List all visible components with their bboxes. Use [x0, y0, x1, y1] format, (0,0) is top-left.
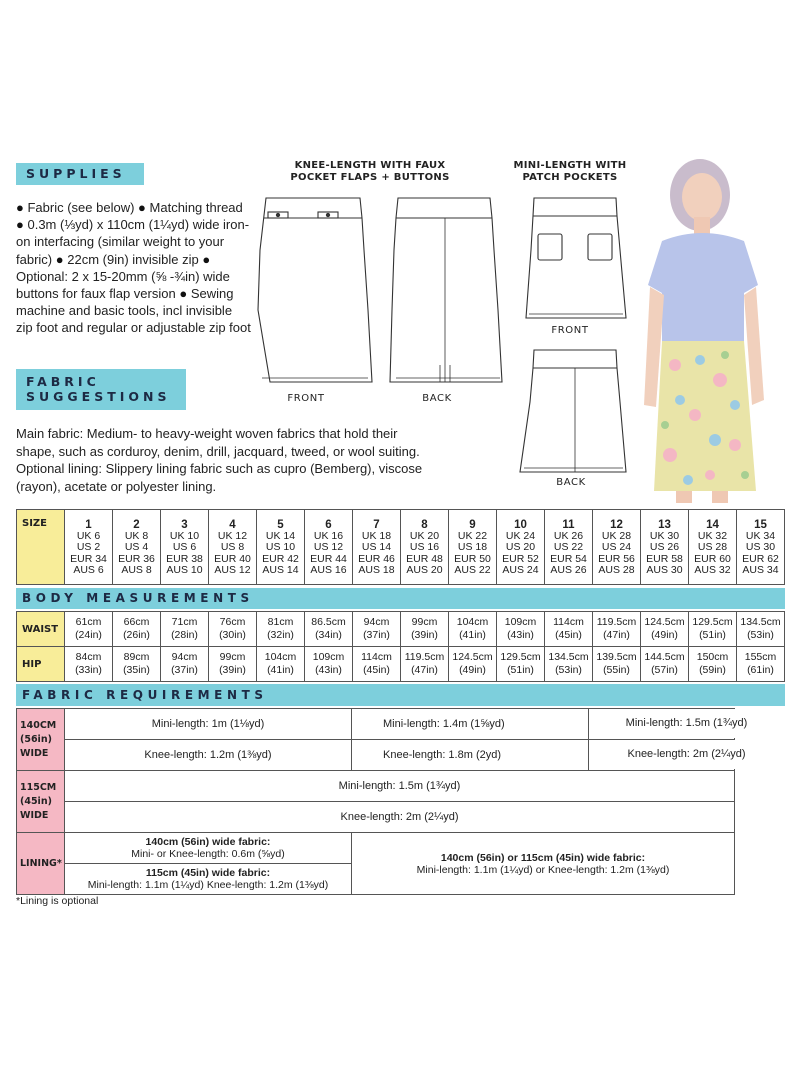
waist-cell: 124.5cm (49in): [641, 612, 689, 647]
size-label: SIZE: [17, 510, 65, 585]
waist-cell: 99cm (39in): [401, 612, 449, 647]
main-fabric-text: Main fabric: Medium- to heavy-weight woven fabrics that hold their shape, such as corduroy, denim, drill, jacquard, tweed, or wool suiting.: [16, 426, 420, 459]
skirt-diagrams: [240, 190, 640, 490]
hip-label: HIP: [17, 647, 65, 682]
size-cell: 15 UK 34 US 30 EUR 62 AUS 34: [737, 510, 785, 585]
hip-cell: 134.5cm (53in): [545, 647, 593, 682]
waist-cell: 114cm (45in): [545, 612, 593, 647]
fabric-requirements-heading: FABRIC REQUIREMENTS: [16, 684, 785, 706]
hip-cell: 129.5cm (51in): [497, 647, 545, 682]
waist-label: WAIST: [17, 612, 65, 647]
supply-item: 22cm (9in) invisible zip: [67, 251, 199, 267]
req-140-knee-s1: Knee-length: 1.2m (1⅜yd): [65, 740, 352, 771]
caption-line: POCKET FLAPS + BUTTONS: [290, 172, 450, 183]
bullet-icon: ●: [16, 200, 24, 215]
mini-front-diagram: [526, 198, 626, 318]
size-cell: 8 UK 20 US 16 EUR 48 AUS 20: [401, 510, 449, 585]
waist-cell: 71cm (28in): [161, 612, 209, 647]
size-cell: 14 UK 32 US 28 EUR 60 AUS 32: [689, 510, 737, 585]
bullet-icon: ●: [138, 200, 146, 215]
size-cell: 3 UK 10 US 6 EUR 38 AUS 10: [161, 510, 209, 585]
supplies-list: [16, 199, 252, 337]
waist-cell: 81cm (32in): [257, 612, 305, 647]
mini-length-caption: [500, 160, 640, 184]
knee-length-caption: [270, 160, 470, 184]
req-115-knee: Knee-length: 2m (2¼yd): [65, 802, 735, 833]
hip-cell: 109cm (43in): [305, 647, 353, 682]
left-patch-pocket: [538, 234, 562, 260]
body-measurements-table: [16, 611, 785, 682]
knee-front-label: FRONT: [287, 393, 325, 404]
req-140-knee-s2: Knee-length: 1.8m (2yd): [352, 740, 735, 771]
hip-cell: 150cm (59in): [689, 647, 737, 682]
supply-item: Sewing machine and basic tools, incl invisible zip foot and regular or adjustable zip foot: [16, 286, 251, 336]
waist-cell: 94cm (37in): [353, 612, 401, 647]
size-cell: 11 UK 26 US 22 EUR 54 AUS 26: [545, 510, 593, 585]
supply-item: Optional: 2 x 15-20mm (⅝ -¾in) wide buttons for faux flap version: [16, 268, 230, 302]
hip-cell: 144.5cm (57in): [641, 647, 689, 682]
body-measurements-heading: BODY MEASUREMENTS: [16, 588, 785, 609]
req-140-mini-s3: Mini-length: 1.5m (1¾yd): [589, 709, 784, 738]
waist-cell: 109cm (43in): [497, 612, 545, 647]
knee-back-label: BACK: [422, 393, 452, 404]
lining-115: 115cm (45in) wide fabric: Mini-length: 1.1m (1¼yd) Knee-length: 1.2m (1⅜yd): [65, 864, 352, 895]
fabric-suggestions-heading: [16, 369, 186, 410]
waist-cell: 61cm (24in): [65, 612, 113, 647]
size-table: [16, 509, 785, 585]
hip-cell: 89cm (35in): [113, 647, 161, 682]
hip-cell: 139.5cm (55in): [593, 647, 641, 682]
lining-footnote: *Lining is optional: [16, 895, 99, 907]
waist-cell: 134.5cm (53in): [737, 612, 785, 647]
hip-cell: 114cm (45in): [353, 647, 401, 682]
req-140-overlay: [16, 708, 785, 770]
waist-cell: 66cm (26in): [113, 612, 161, 647]
size-cell: 7 UK 18 US 14 EUR 46 AUS 18: [353, 510, 401, 585]
width-115-label: 115CM (45in) WIDE: [17, 771, 65, 833]
size-cell: 4 UK 12 US 8 EUR 40 AUS 12: [209, 510, 257, 585]
supply-item: 0.3m (⅓yd) x 110cm (1¼yd) wide iron-on interfacing (similar weight to your fabric): [16, 217, 250, 267]
caption-line: PATCH POCKETS: [522, 172, 618, 183]
mini-back-diagram: [520, 350, 626, 472]
hip-cell: 99cm (39in): [209, 647, 257, 682]
req-115-mini: Mini-length: 1.5m (1¾yd): [65, 771, 735, 802]
req-140-knee-s3: Knee-length: 2m (2¼yd): [589, 740, 784, 769]
width-140-label: 140CM (56in) WIDE: [17, 709, 65, 771]
lining-140: 140cm (56in) wide fabric: Mini- or Knee-length: 0.6m (⅝yd): [65, 833, 352, 864]
size-cell: 5 UK 14 US 10 EUR 42 AUS 14: [257, 510, 305, 585]
supply-item: Fabric (see below): [27, 200, 135, 215]
hip-cell: 104cm (41in): [257, 647, 305, 682]
size-cell: 1 UK 6 US 2 EUR 34 AUS 6: [65, 510, 113, 585]
heading-line: FABRIC: [26, 374, 100, 389]
right-patch-pocket: [588, 234, 612, 260]
supplies-heading: SUPPLIES: [16, 163, 144, 185]
req-140-mini-s2: Mini-length: 1.4m (1⅝yd): [352, 709, 735, 740]
bullet-icon: ●: [202, 251, 211, 267]
lining-fabric-text: Optional lining: Slippery lining fabric such as cupro (Bemberg), viscose (rayon), acetate or polyester lining.: [16, 461, 423, 494]
supply-item: Matching thread: [149, 200, 243, 215]
hip-cell: 119.5cm (47in): [401, 647, 449, 682]
bullet-icon: ●: [179, 286, 188, 302]
size-cell: 10 UK 24 US 20 EUR 52 AUS 24: [497, 510, 545, 585]
knee-back-diagram: [390, 198, 502, 382]
waist-cell: 104cm (41in): [449, 612, 497, 647]
hip-cell: 155cm (61in): [737, 647, 785, 682]
waist-cell: 86.5cm (34in): [305, 612, 353, 647]
model-photo: [640, 155, 788, 503]
lining-either: 140cm (56in) or 115cm (45in) wide fabric: Mini-length: 1.1m (1¼yd) or Knee-length: 1.2m (1⅜yd): [352, 833, 735, 895]
waist-cell: 76cm (30in): [209, 612, 257, 647]
heading-line: SUGGESTIONS: [26, 389, 171, 404]
mini-front-label: FRONT: [551, 325, 589, 336]
size-cell: 6 UK 16 US 12 EUR 44 AUS 16: [305, 510, 353, 585]
knee-front-diagram: [258, 198, 372, 382]
size-cell: 2 UK 8 US 4 EUR 36 AUS 8: [113, 510, 161, 585]
size-cell: 13 UK 30 US 26 EUR 58 AUS 30: [641, 510, 689, 585]
hip-cell: 94cm (37in): [161, 647, 209, 682]
caption-line: MINI-LENGTH WITH: [513, 160, 627, 171]
hip-cell: 124.5cm (49in): [449, 647, 497, 682]
bullet-icon: ●: [16, 217, 24, 233]
hip-cell: 84cm (33in): [65, 647, 113, 682]
req-140-mini-s1: Mini-length: 1m (1⅛yd): [65, 709, 352, 740]
lining-label: LINING*: [17, 833, 65, 895]
mini-back-label: BACK: [556, 477, 586, 488]
size-cell: 9 UK 22 US 18 EUR 50 AUS 22: [449, 510, 497, 585]
bullet-icon: ●: [55, 251, 64, 267]
waist-cell: 119.5cm (47in): [593, 612, 641, 647]
caption-line: KNEE-LENGTH WITH FAUX: [294, 160, 446, 171]
waist-cell: 129.5cm (51in): [689, 612, 737, 647]
size-cell: 12 UK 28 US 24 EUR 56 AUS 28: [593, 510, 641, 585]
